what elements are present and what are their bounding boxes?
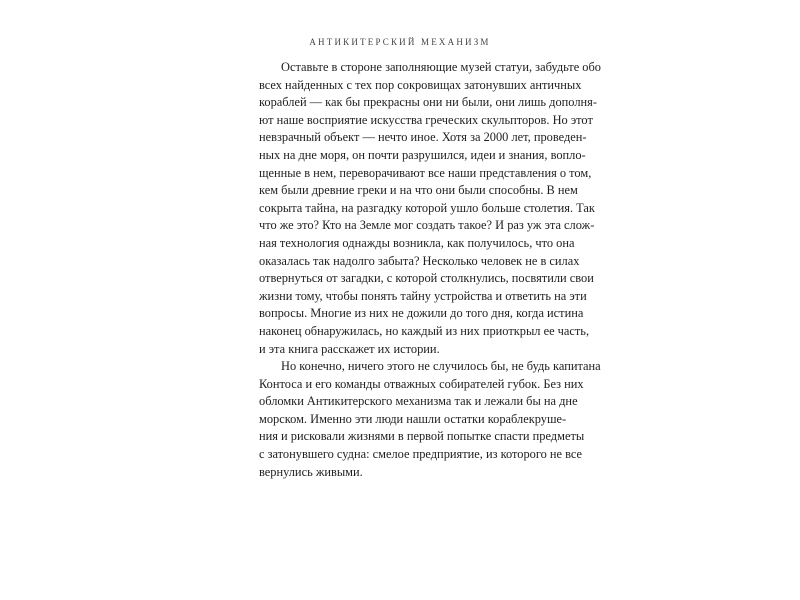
text-line: ют наше восприятие искусства греческих скульпторов. Но этот — [259, 112, 593, 127]
text-line: всех найденных с тех пор сокровищах затонувших античных — [259, 77, 582, 92]
text-line: кем были древние греки и на что они были способны. В нем — [259, 183, 578, 198]
text-line: Но конечно, ничего этого не случилось бы, не будь капитана — [281, 359, 601, 374]
text-line: сокрыта тайна, на разгадку которой ушло больше столетия. Так — [259, 200, 595, 215]
text-line: и эта книга расскажет их истории. — [259, 341, 440, 356]
text-line: жизни тому, чтобы понять тайну устройства и ответить на эти — [259, 288, 587, 303]
text-line: ния и рисковали жизнями в первой попытке спасти предметы — [259, 429, 585, 444]
text-line: ных на дне моря, он почти разрушился, идеи и знания, вопло- — [259, 147, 586, 162]
text-line: ная технология однажды возникла, как получилось, что она — [259, 235, 575, 250]
text-line: вопросы. Многие из них не дожили до того дня, когда истина — [259, 306, 584, 321]
text-line: наконец обнаружилась, но каждый из них приоткрыл ее часть, — [259, 323, 590, 338]
running-head: АНТИКИТЕРСКИЙ МЕХАНИЗМ — [309, 37, 491, 47]
text-line: морском. Именно эти люди нашли остатки кораблекруше- — [259, 411, 567, 426]
text-line: Оставьте в стороне заполняющие музей статуи, забудьте обо — [281, 60, 602, 74]
text-line: кораблей — как бы прекрасны они ни были, они лишь дополня- — [259, 95, 597, 110]
text-line: невзрачный объект — нечто иное. Хотя за 2000 лет, проведен- — [259, 130, 587, 145]
paragraph — [259, 59, 602, 358]
text-line: оказалась так надолго забыта? Несколько человек не в силах — [259, 253, 580, 268]
text-line: Контоса и его команды отважных собирателей губок. Без них — [259, 376, 584, 391]
body-text — [259, 59, 602, 481]
text-line: с затонувшего судна: смелое предприятие, из которого не все — [259, 447, 583, 462]
text-line: отвернуться от загадки, с которой столкнулись, посвятили свои — [259, 271, 594, 286]
text-line: щенные в нем, переворачивают все наши представления о том, — [259, 165, 592, 180]
text-line: что же это? Кто на Земле мог создать такое? И раз уж эта слож- — [259, 218, 595, 233]
paragraph — [259, 358, 601, 481]
text-line: обломки Антикитерского механизма так и лежали бы на дне — [259, 394, 578, 409]
text-line: вернулись живыми. — [259, 464, 363, 479]
